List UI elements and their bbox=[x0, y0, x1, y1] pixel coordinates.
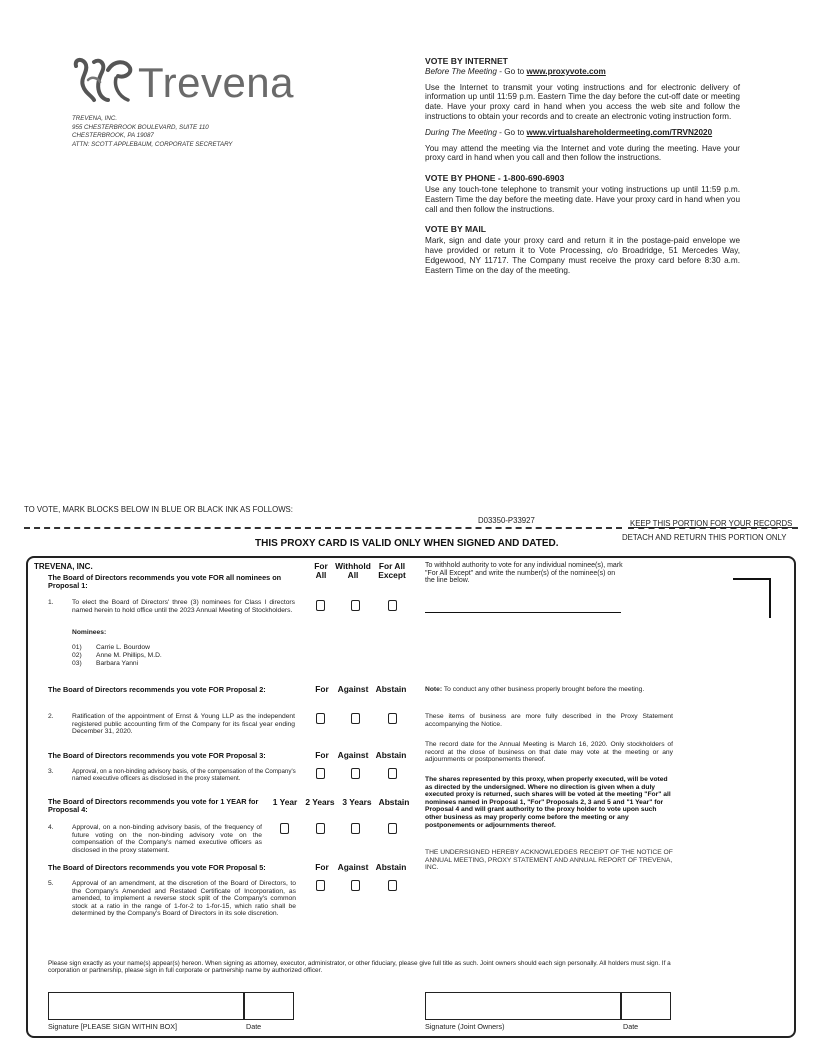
nominee-number: 01) bbox=[72, 644, 82, 651]
nominee-name: Carrie L. Bourdow bbox=[96, 644, 150, 651]
during-text: You may attend the meeting via the Internet and vote during the meeting. Have your proxy card in hand when you call and then follow the instructions. bbox=[425, 143, 740, 163]
p4-2-years-checkbox[interactable] bbox=[316, 823, 325, 834]
p3-col-for: For bbox=[315, 750, 329, 760]
p1-col-for-all: For All bbox=[314, 561, 328, 580]
signature-box[interactable] bbox=[48, 992, 244, 1020]
p3-against-checkbox[interactable] bbox=[351, 768, 360, 779]
p3-col-abstain: Abstain bbox=[375, 750, 407, 760]
goto-text: - Go to bbox=[496, 66, 527, 76]
signature-label: Signature [PLEASE SIGN WITHIN BOX] bbox=[48, 1022, 178, 1031]
p5-against-checkbox[interactable] bbox=[351, 880, 360, 891]
items-text: These items of business are more fully described in the Proxy Statement accompanying the Notice. bbox=[425, 713, 673, 728]
during-meeting-line bbox=[425, 128, 740, 138]
p2-for-checkbox[interactable] bbox=[316, 713, 325, 724]
p2-col-abstain: Abstain bbox=[375, 684, 407, 694]
phone-text: Use any touch-tone telephone to transmit your voting instructions up until 11:59 p.m. Eastern Time the day before the meeting date. Have your proxy card in hand when you call and then follow the instructions. bbox=[425, 184, 740, 214]
p3-col-against: Against bbox=[337, 750, 369, 760]
company-address bbox=[72, 115, 232, 149]
p3-number: 3. bbox=[48, 768, 54, 775]
p2-text: Ratification of the appointment of Ernst & Young LLP as the independent registered public accounting firm of the Company for its fiscal year ending December 31, 2020. bbox=[72, 713, 295, 736]
p4-abstain-checkbox[interactable] bbox=[388, 823, 397, 834]
p5-text: Approval of an amendment, at the discretion of the Board of Directors, to the Company's Amended and Restated Certificate of Incorporation, as amended, to implement a reverse stock split of the Company's common stock at a ratio in the range of 1-for-2 to 1-for-15, which ratio shall be determined by the Company's Board of Directors in its sole discretion. bbox=[72, 880, 296, 918]
internet-text: Use the Internet to transmit your voting instructions and for electronic delivery of information up until 11:59 p.m. Eastern Time the day before the cut-off date or meeting date. Have your proxy card in hand when you access the web site and follow the instructions to obtain your records and to create an electronic voting instruction form. bbox=[425, 82, 740, 121]
p1-number: 1. bbox=[48, 599, 54, 606]
p4-col-abstain: Abstain bbox=[378, 797, 410, 807]
p4-1-year-checkbox[interactable] bbox=[280, 823, 289, 834]
p2-col-for: For bbox=[315, 684, 329, 694]
p3-text: Approval, on a non-binding advisory basis, of the compensation of the Company's named executive officers as disclosed in the proxy statement. bbox=[72, 768, 296, 782]
joint-signature-box[interactable] bbox=[425, 992, 621, 1020]
p5-for-checkbox[interactable] bbox=[316, 880, 325, 891]
address-line: 955 CHESTERBROOK BOULEVARD, SUITE 110 bbox=[72, 123, 209, 131]
note-text: To conduct any other business properly brought before the meeting. bbox=[442, 686, 645, 693]
p4-recommendation: The Board of Directors recommends you vote for 1 YEAR for Proposal 4: bbox=[48, 797, 259, 815]
p4-col-2-years: 2 Years bbox=[305, 797, 335, 807]
p3-abstain-checkbox[interactable] bbox=[388, 768, 397, 779]
p1-for-all-checkbox[interactable] bbox=[316, 600, 325, 611]
p1-for-all-except-checkbox[interactable] bbox=[388, 600, 397, 611]
before-meeting-line bbox=[425, 67, 740, 77]
mark-instruction: TO VOTE, MARK BLOCKS BELOW IN BLUE OR BLACK INK AS FOLLOWS: bbox=[24, 505, 293, 514]
during-label: During The Meeting bbox=[425, 127, 497, 137]
virtual-meeting-link[interactable]: www.virtualshareholdermeeting.com/TRVN2020 bbox=[526, 127, 713, 137]
withhold-instruction: To withhold authority to vote for any individual nominee(s), mark "For All Except" and write the number(s) of the nominee(s) on the line below. bbox=[425, 562, 623, 585]
date-box[interactable] bbox=[244, 992, 294, 1020]
p4-col-3-years: 3 Years bbox=[342, 797, 372, 807]
p1-col-withhold-all: Withhold All bbox=[335, 561, 371, 580]
address-line: CHESTERBROOK, PA 19087 bbox=[72, 132, 154, 140]
detach-portion-text: DETACH AND RETURN THIS PORTION ONLY bbox=[622, 533, 787, 542]
p2-col-against: Against bbox=[337, 684, 369, 694]
p2-recommendation: The Board of Directors recommends you vote FOR Proposal 2: bbox=[48, 685, 266, 694]
keep-portion-text: KEEP THIS PORTION FOR YOUR RECORDS bbox=[630, 519, 793, 528]
sign-instruction: Please sign exactly as your name(s) appear(s) hereon. When signing as attorney, executor, administrator, or other fiduciary, please give full title as such. Joint owners should each sign personally. All holders must sign. If a corporation or partnership, please sign in full corporate or partnership name by authorized officer. bbox=[48, 960, 671, 975]
p4-3-years-checkbox[interactable] bbox=[351, 823, 360, 834]
nominee-number: 03) bbox=[72, 660, 82, 667]
address-line: ATTN: SCOTT APPLEBAUM, CORPORATE SECRETARY bbox=[72, 140, 233, 148]
p1-col-for-all-except: For All Except bbox=[378, 561, 406, 580]
p5-col-against: Against bbox=[337, 862, 369, 872]
p4-col-1-year: 1 Year bbox=[272, 797, 298, 807]
mail-text: Mark, sign and date your proxy card and return it in the postage-paid envelope we have provided or return it to Vote Processing, c/o Broadridge, 51 Mercedes Way, Edgewood, NY 11717. The Company must receive the proxy card before 8:30 a.m. Eastern Time on the day of the meeting. bbox=[425, 236, 740, 275]
note-label: Note: bbox=[425, 686, 443, 693]
before-label: Before The Meeting bbox=[425, 66, 497, 76]
p2-abstain-checkbox[interactable] bbox=[388, 713, 397, 724]
nominee-name: Anne M. Phillips, M.D. bbox=[96, 652, 162, 659]
nominees-label: Nominees: bbox=[72, 629, 107, 636]
card-company: TREVENA, INC. bbox=[34, 562, 93, 571]
shares-text: The shares represented by this proxy, when properly executed, will be voted as directed by the undersigned. Where no direction is given when a duly executed proxy is returned, such shares will be voted at the meeting "For" all nominees named in Proposal 1, "For" Proposals 2, 3 and 5 and "1 Year" for Proposal 4 and will grant authority to the proxy holder to vote upon such other business as may properly come before the meeting or any postponements or adjournments thereof. bbox=[425, 776, 671, 829]
address-line: TREVENA, INC. bbox=[72, 115, 118, 122]
p5-abstain-checkbox[interactable] bbox=[388, 880, 397, 891]
nominee-name: Barbara Yanni bbox=[96, 660, 139, 667]
registration-corner-mark bbox=[733, 578, 771, 618]
p1-recommendation: The Board of Directors recommends you vote FOR all nominees on Proposal 1: bbox=[48, 573, 282, 591]
goto-text: - Go to bbox=[496, 127, 527, 137]
joint-signature-label: Signature (Joint Owners) bbox=[425, 1022, 505, 1031]
note-line bbox=[425, 686, 675, 694]
p5-col-abstain: Abstain bbox=[375, 862, 407, 872]
p2-against-checkbox[interactable] bbox=[351, 713, 360, 724]
p5-recommendation: The Board of Directors recommends you vote FOR Proposal 5: bbox=[48, 863, 266, 872]
trevena-logo-icon bbox=[70, 56, 138, 104]
record-date-text: The record date for the Annual Meeting is March 16, 2020. Only stockholders of record at the close of business on that date may vote at the meeting or any adjournments or postponements thereof. bbox=[425, 741, 673, 764]
p3-recommendation: The Board of Directors recommends you vote FOR Proposal 3: bbox=[48, 751, 266, 760]
mail-heading: VOTE BY MAIL bbox=[425, 224, 486, 235]
joint-date-label: Date bbox=[623, 1022, 639, 1031]
p2-number: 2. bbox=[48, 713, 54, 720]
p4-number: 4. bbox=[48, 824, 54, 831]
p3-for-checkbox[interactable] bbox=[316, 768, 325, 779]
detach-line bbox=[24, 527, 622, 529]
internet-heading: VOTE BY INTERNET bbox=[425, 56, 508, 66]
nominee-number: 02) bbox=[72, 652, 82, 659]
phone-heading: VOTE BY PHONE - 1-800-690-6903 bbox=[425, 173, 565, 184]
p4-text: Approval, on a non-binding advisory basis, of the frequency of future voting on the non-binding advisory vote on the compensation of the Company's named executive officers as disclosed in the proxy statement. bbox=[72, 824, 262, 854]
p1-withhold-all-checkbox[interactable] bbox=[351, 600, 360, 611]
nominee-number-line[interactable] bbox=[425, 612, 621, 613]
p5-number: 5. bbox=[48, 880, 54, 887]
control-code: D03350-P33927 bbox=[478, 516, 535, 525]
p1-text: To elect the Board of Directors' three (3) nominees for Class I directors named herein to hold office until the 2023 Annual Meeting of Stockholders. bbox=[72, 599, 295, 614]
valid-notice: THIS PROXY CARD IS VALID ONLY WHEN SIGNED AND DATED. bbox=[255, 538, 559, 549]
proxyvote-link[interactable]: www.proxyvote.com bbox=[526, 66, 606, 76]
voting-instructions bbox=[425, 57, 740, 275]
logo-wordmark: Trevena bbox=[138, 59, 295, 106]
date-label: Date bbox=[246, 1022, 262, 1031]
p5-col-for: For bbox=[315, 862, 329, 872]
acknowledgement-text: THE UNDERSIGNED HEREBY ACKNOWLEDGES RECEIPT OF THE NOTICE OF ANNUAL MEETING, PROXY STATEMENT AND ANNUAL REPORT OF TREVENA, INC. bbox=[425, 849, 673, 872]
joint-date-box[interactable] bbox=[621, 992, 671, 1020]
